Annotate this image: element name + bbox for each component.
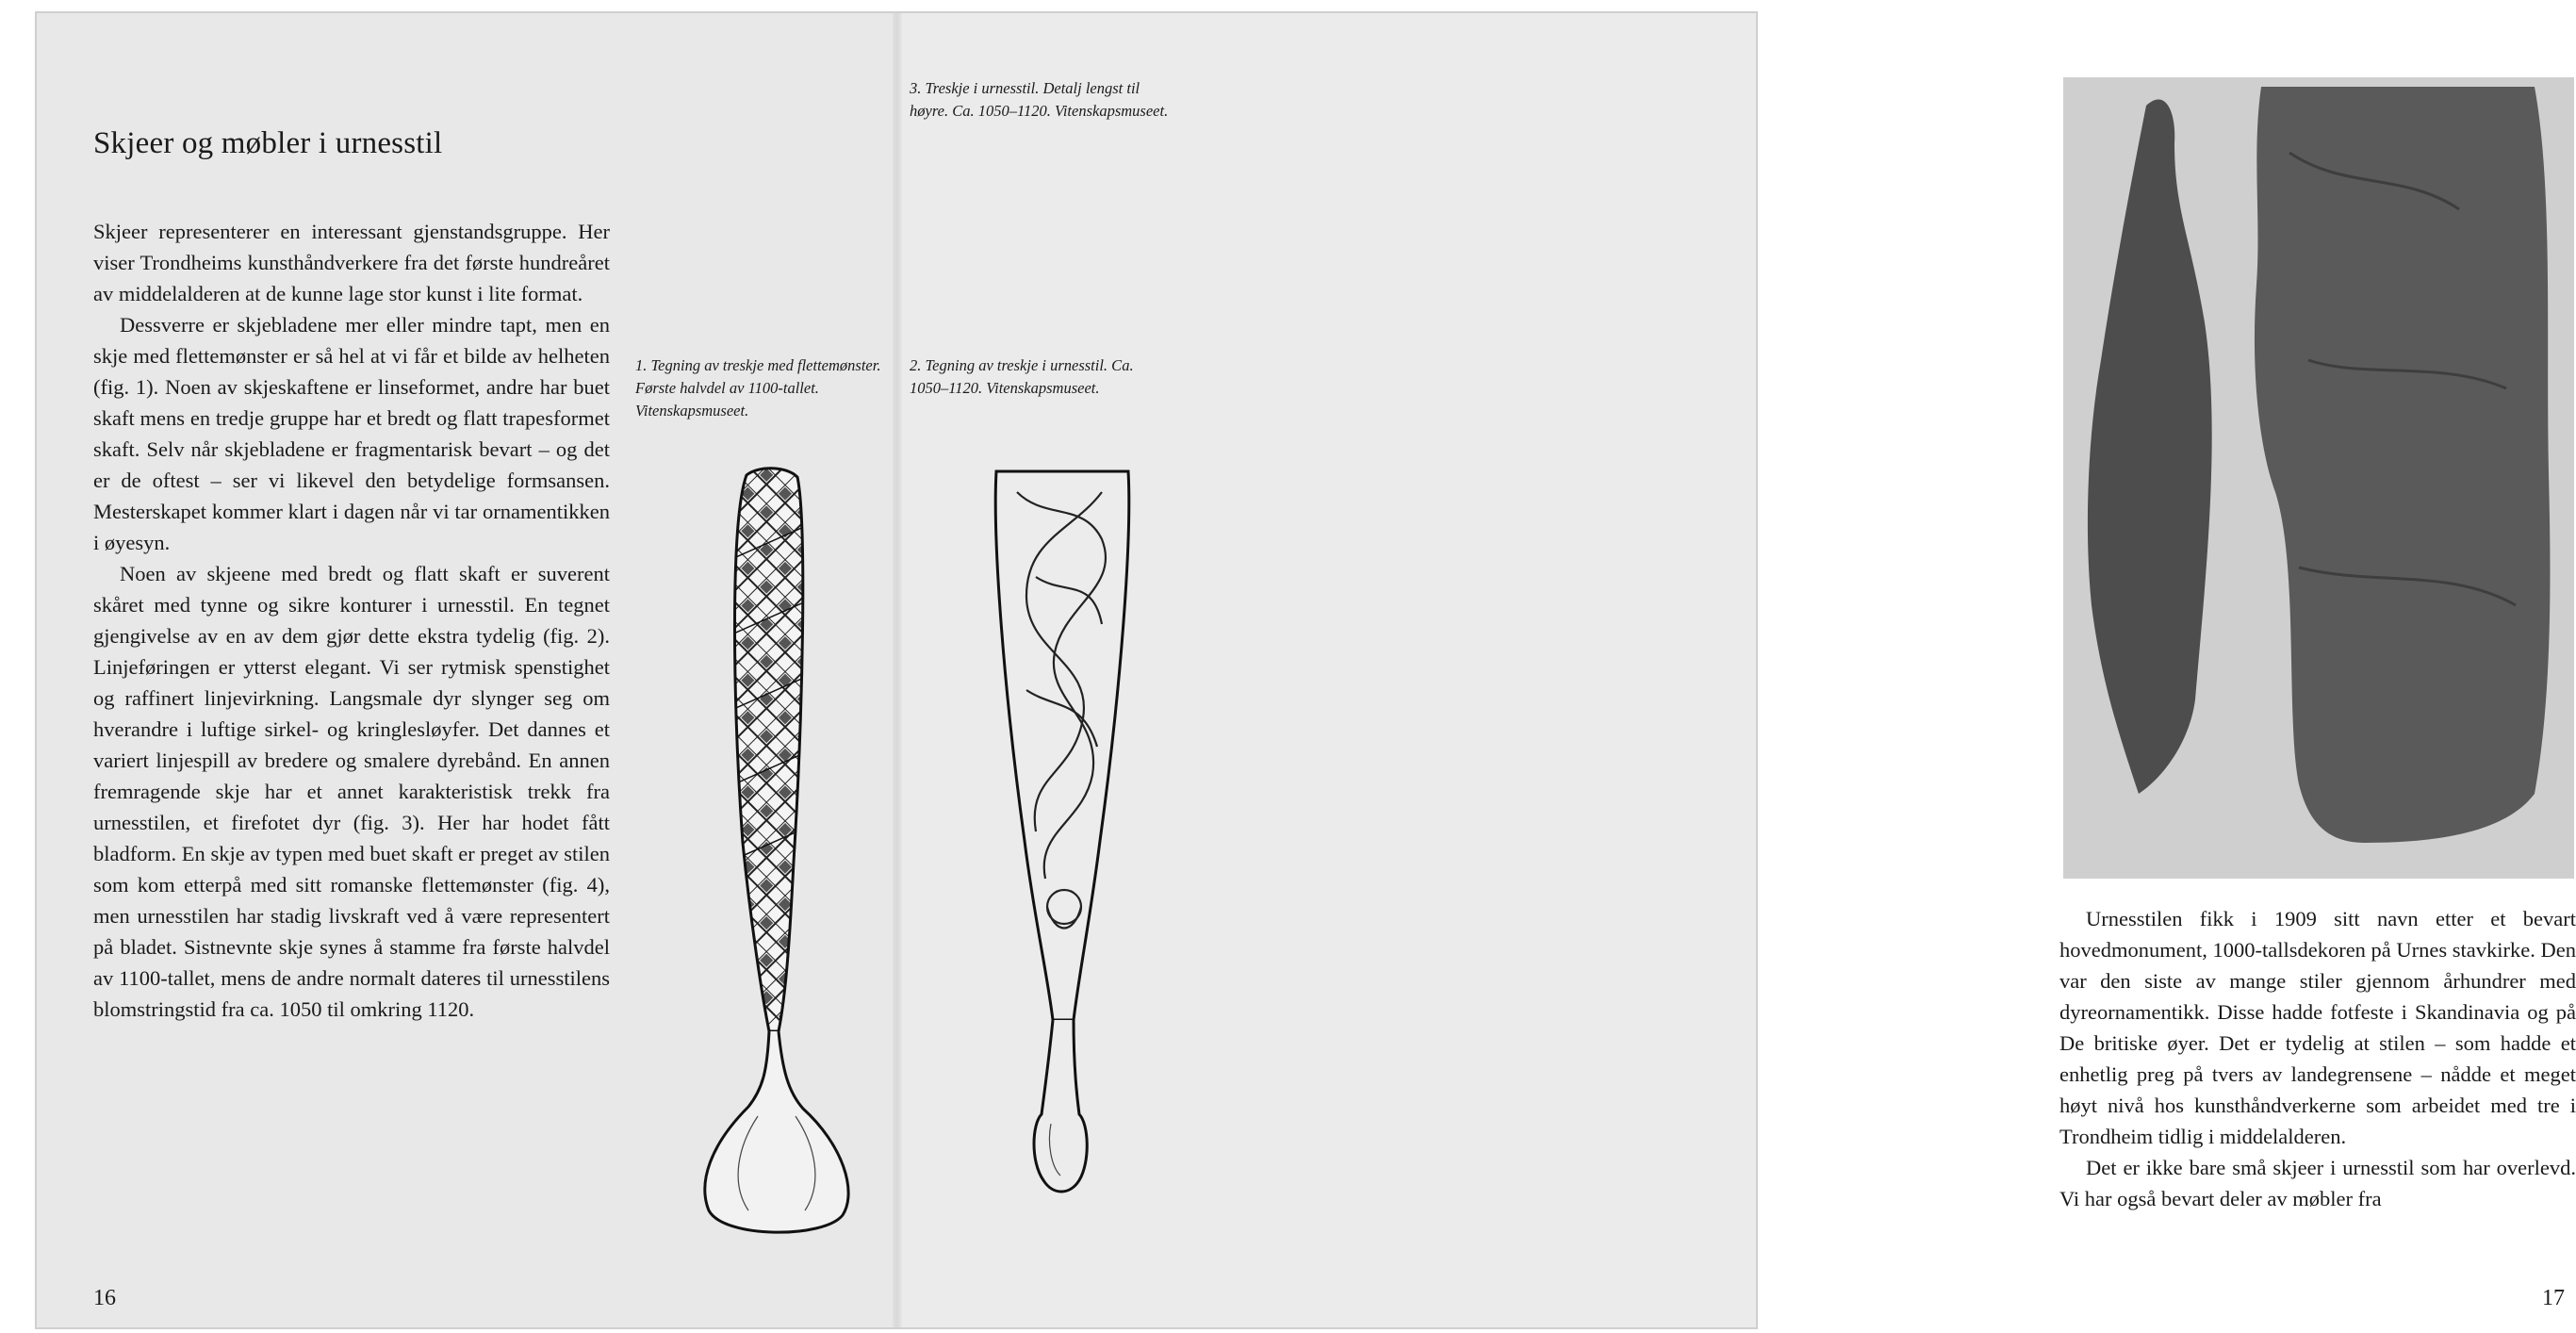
book-spread (35, 11, 2576, 1329)
page-number-left: 16 (93, 1286, 116, 1310)
book-gutter (893, 13, 902, 1327)
page-number-right: 17 (2542, 1286, 2565, 1310)
figure-1-spoon-drawing (692, 466, 861, 1248)
page-heading: Skjeer og møbler i urnesstil (93, 126, 443, 160)
paragraph: Det er ikke bare små skjeer i urnesstil som har overlevd. Vi har også bevart deler av møbler fra (2059, 1156, 2576, 1210)
figure-2-spoon-drawing (979, 464, 1144, 1209)
paragraph: Skjeer representerer en interessant gjenstandsgruppe. Her viser Trondheims kunsthåndverkere fra det første hundreåret av middelalderen at de kunne lage stor kunst i lite format. (93, 220, 610, 305)
left-body-text (93, 216, 610, 1025)
paragraph: Urnesstilen fikk i 1909 sitt navn etter et bevart hovedmonument, 1000-tallsdekoren på Urnes stavkirke. Den var den siste av mange stiler gjennom århundrer med dyreornamentikk. Disse hadde fotfeste i Skandinavia og på De britiske øyer. Det er tydelig at stilen – som hadde et enhetlig preg på tvers av landegrensene – nådde et meget høyt nivå hos kunsthåndverkerne som arbeidet med tre i Trondheim tidlig i middelalderen. (2059, 907, 2576, 1148)
paragraph: Dessverre er skjebladene mer eller mindre tapt, men en skje med flettemønster er så hel at vi får et bilde av helheten (fig. 1). Noen av skjeskaftene er linseformet, andre har buet skaft mens en tredje gruppe har et bredt og flatt trapesformet skaft. Selv når skjebladene er fragmentarisk bevart – og det er de oftest – ser vi likevel den betydelige formsansen. Mesterskapet kommer klart i dagen når vi tar ornamentikken i øyesyn. (93, 313, 610, 554)
right-body-text (2059, 903, 2576, 1214)
figure-1-caption: 1. Tegning av treskje med flettemønster. Første halvdel av 1100-tallet. Vitenskapsmuseet. (635, 356, 881, 420)
left-page (37, 13, 896, 1327)
figure-3-caption: 3. Treskje i urnesstil. Detalj lengst til høyre. Ca. 1050–1120. Vitenskapsmuseet. (910, 79, 1169, 120)
figure-3-spoon-photo (2063, 77, 2574, 879)
paragraph: Noen av skjeene med bredt og flatt skaft er suverent skåret med tynne og sikre konturer i urnesstil. En tegnet gjengivelse av en av dem gjør dette ekstra tydelig (fig. 2). Linjeføringen er ytterst elegant. Vi ser rytmisk spenstighet og raffinert linjevirkning. Langsmale dyr slynger seg om hverandre i luftige sirkel- og kringlesløyfer. Det dannes et variert linjespill av bredere og smalere dyrebånd. En annen fremragende skje har et annet karakteristisk trekk fra urnesstilen, et firefotet dyr (fig. 3). Her har hodet fått bladform. En skje av typen med buet skaft er preget av stilen som kom etterpå med sitt romanske flettemønster (fig. 4), men urnesstilen har stadig livskraft ved å være representert på bladet. Sistnevnte skje synes å stamme fra første halvdel av 1100-tallet, mens de andre normalt dateres til urnesstilens blomstringstid fra ca. 1050 til omkring 1120. (93, 562, 610, 1021)
figure-2-caption: 2. Tegning av treskje i urnesstil. Ca. 1050–1120. Vitenskapsmuseet. (910, 356, 1134, 397)
